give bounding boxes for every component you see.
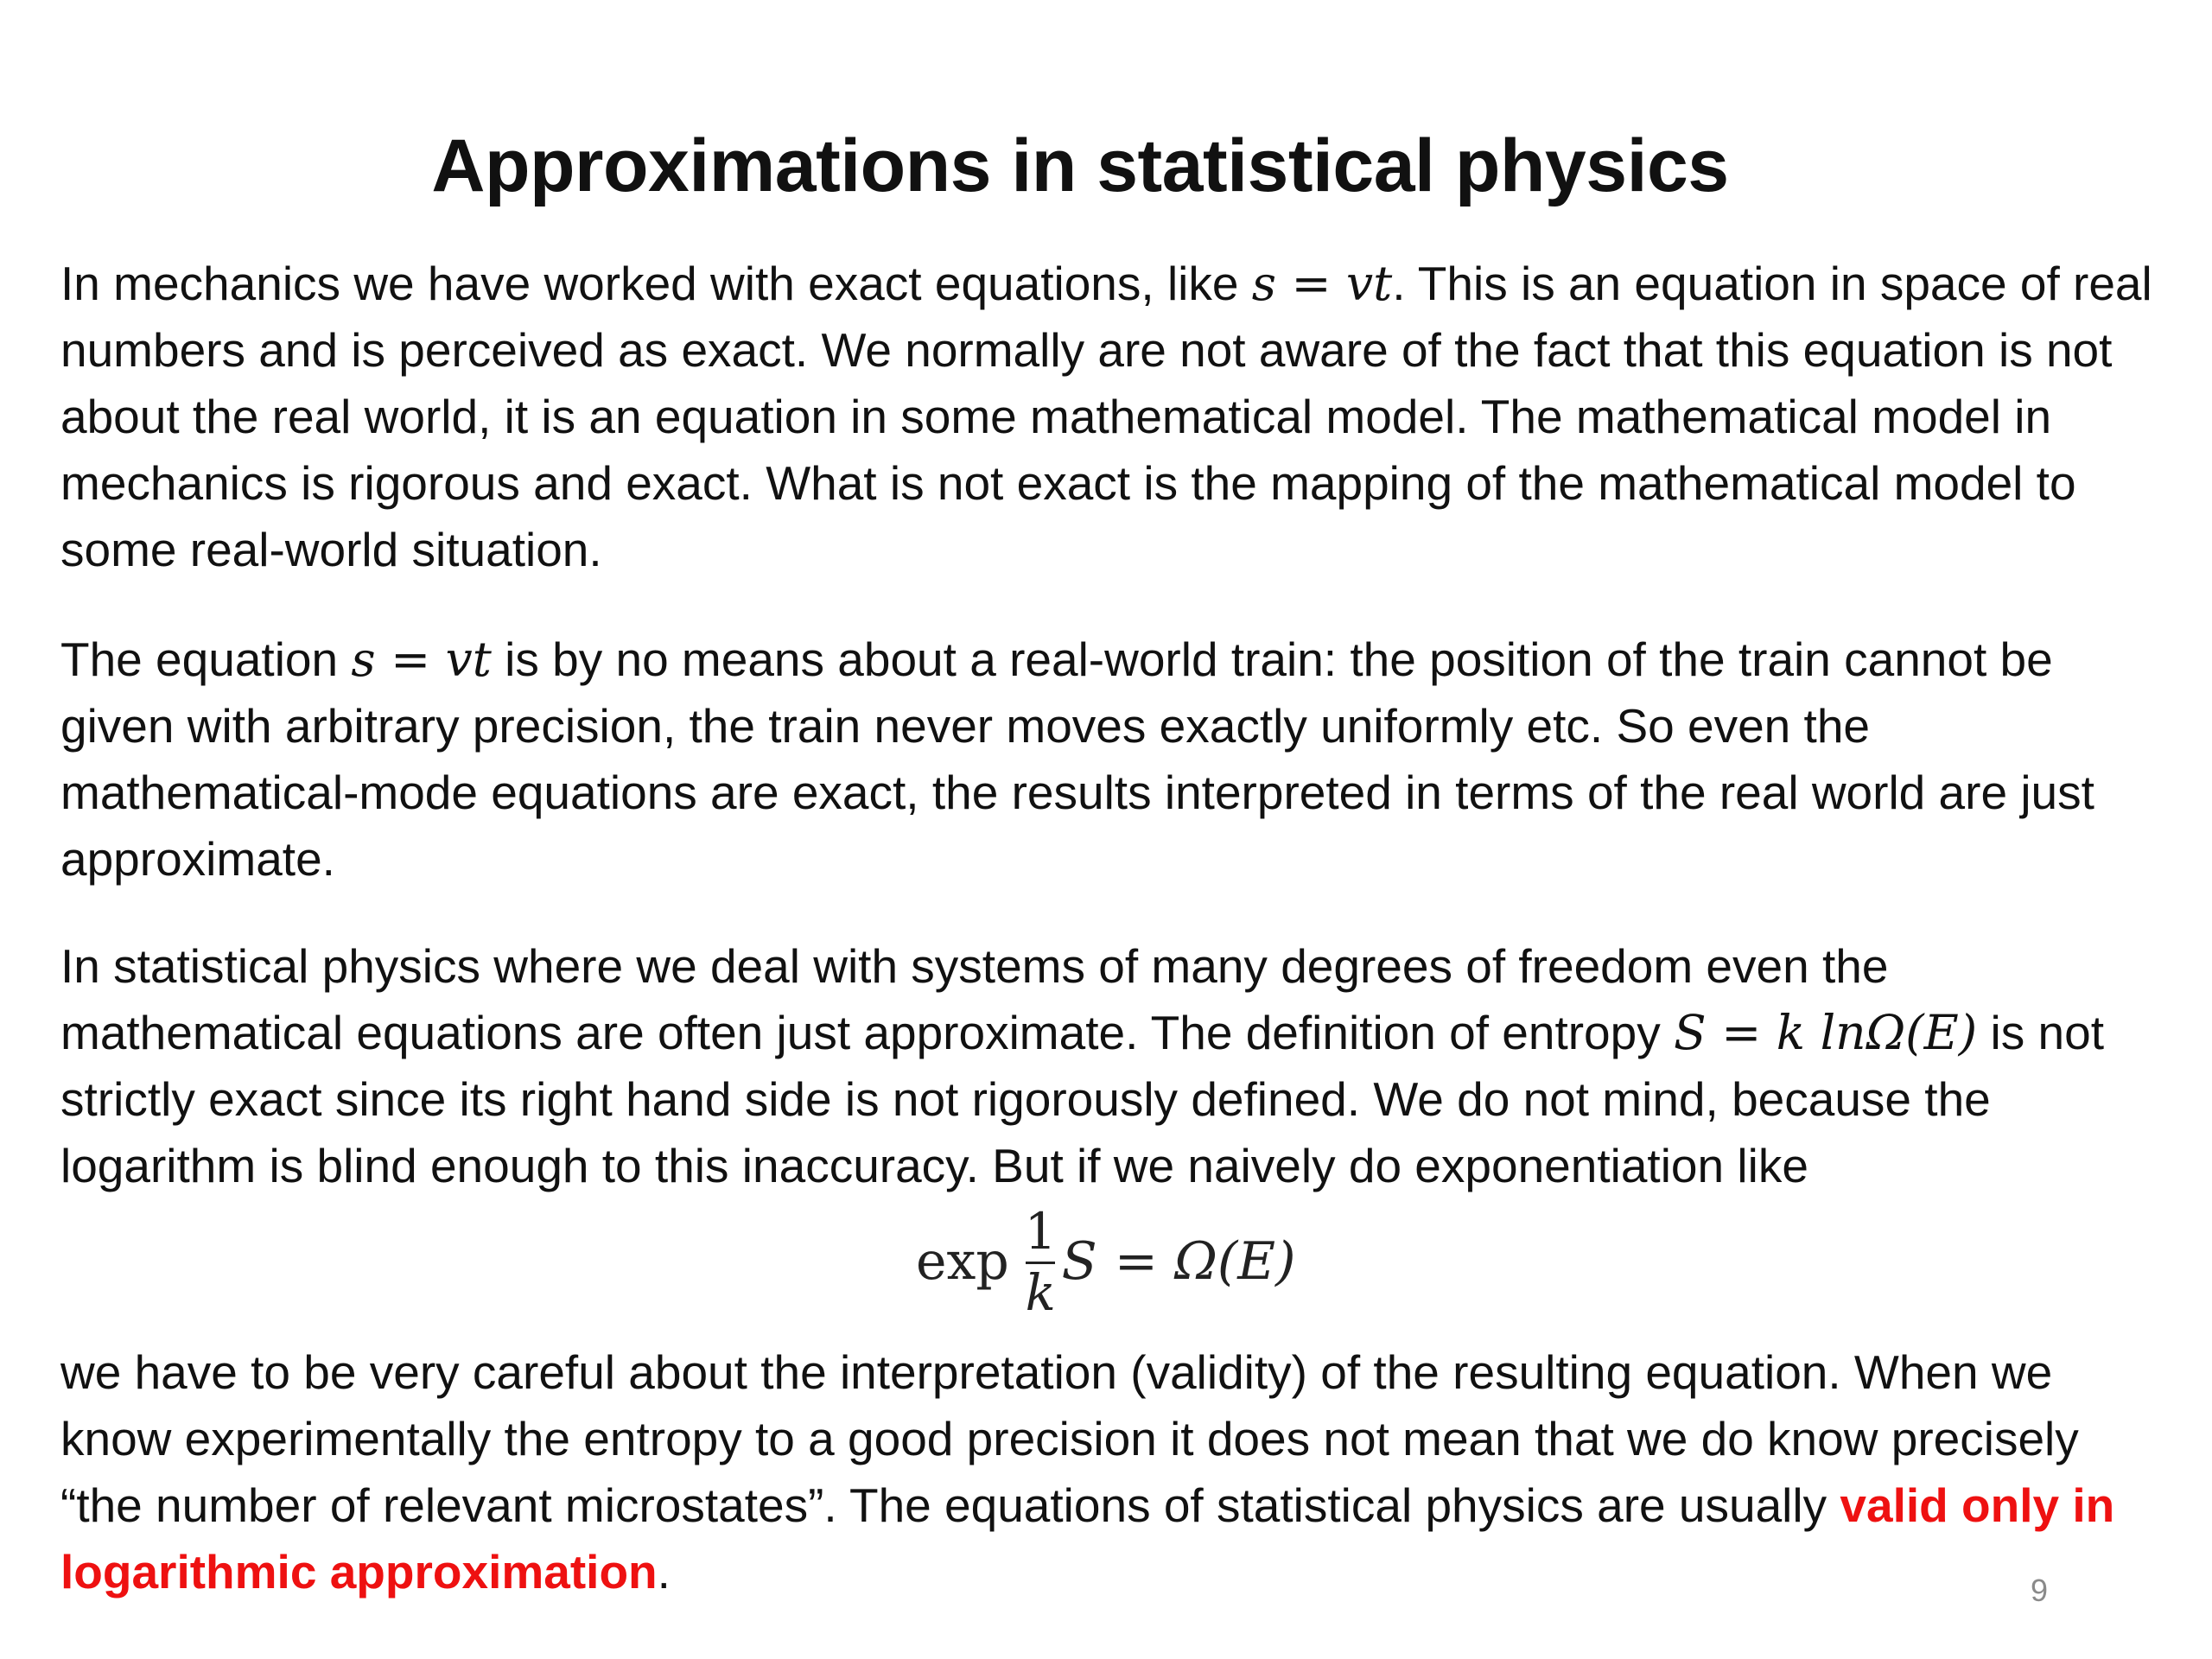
page-number: 9 [2030,1573,2048,1608]
paragraph-text: is by no means about a real-world train: the position of the train cannot be given with arbitrary precision, the train never moves exactly uniformly etc. So even the mathematical-mode equations are exact, the results interpreted in terms of the real world are just approximate. [60,632,2094,886]
paragraph-conclusion [60,1339,2169,1605]
display-equation [916,1197,1365,1326]
paragraph-text: . This is an equation in space of real numbers and is perceived as exact. We normally are not aware of the fact that this equation is not about the real world, it is an equation in some mathematical model. The mathematical model in mechanics is rigorous and exact. What is not exact is the mapping of the mathematical model to some real-world situation. [60,257,2152,576]
paragraph-text: is not strictly exact since its right hand side is not rigorously defined. We do not mind, because the logarithm is blind enough to this inaccuracy. But if we naively do exponentiation like [60,1006,2104,1192]
inline-equation: s = vt [1251,256,1393,311]
paragraph-text: we have to be very careful about the interpretation (validity) of the resulting equation. When we know experimentally the entropy to a good precision it does not mean that we do know precisely “the number of relevant microstates”. The equations of statistical physics are usually [60,1345,2079,1532]
slide-title: Approximations in statistical physics [431,124,1729,207]
fraction-numerator: 1 [1024,1201,1057,1261]
paragraph-text: In statistical physics where we deal with systems of many degrees of freedom even the mathematical equations are often just approximate. The definition of entropy [60,939,1889,1059]
inline-equation-entropy: S = k lnΩ(E) [1674,1005,1978,1060]
equation-fraction [1024,1201,1057,1322]
paragraph-train [60,626,2169,893]
inline-equation: s = vt [351,632,492,687]
paragraph-text: In mechanics we have worked with exact equations, like [60,257,1252,310]
paragraph-statistical [60,933,2169,1199]
paragraph-text: The equation [60,632,352,686]
paragraph-text: . [657,1545,671,1599]
equation-rhs: = Ω(E) [1114,1231,1296,1292]
fraction-denominator: k [1025,1262,1056,1322]
equation-lhs-variable: S [1061,1231,1097,1292]
paragraph-mechanics [60,251,2169,583]
highlighted-phrase: valid only in logarithmic approximation [60,1478,2115,1599]
equation-exp: exp [916,1231,1009,1292]
